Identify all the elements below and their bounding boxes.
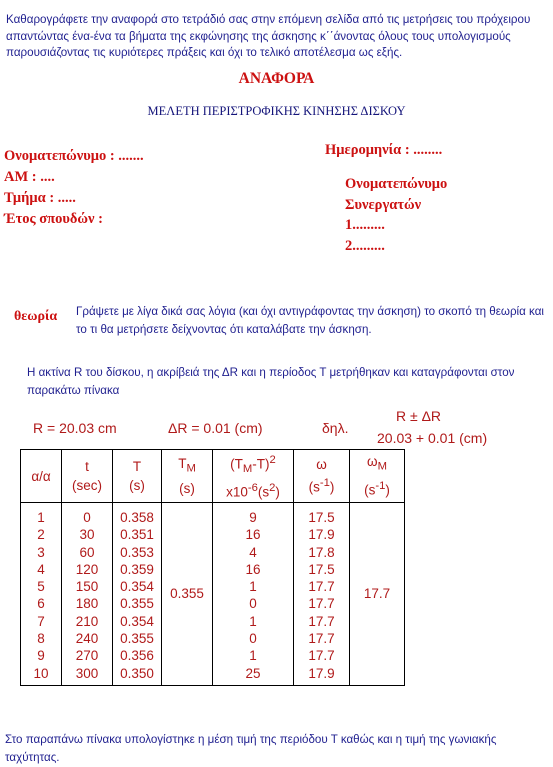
cell-dev-4: 16 <box>245 561 261 577</box>
cell-aa-4: 4 <box>37 561 45 577</box>
formula-line-1: R ± ΔR <box>396 408 442 424</box>
cell-w-9: 17.7 <box>308 648 335 664</box>
col-omega <box>294 503 350 686</box>
cell-aa-7: 7 <box>37 613 45 629</box>
col-period <box>113 503 162 686</box>
cell-w-3: 17.8 <box>308 544 335 560</box>
table-header-row <box>21 450 405 503</box>
cell-dev-2: 16 <box>245 527 261 543</box>
cell-t-7: 210 <box>75 613 99 629</box>
cell-w-5: 17.7 <box>308 579 335 595</box>
field-date: Ημερομηνία : ........ <box>325 142 443 158</box>
cell-aa-8: 8 <box>37 631 45 647</box>
cell-t-5: 150 <box>75 579 99 595</box>
cell-T-9: 0.356 <box>120 648 154 664</box>
cell-aa-10: 10 <box>33 665 49 681</box>
header-mean-period: $T_M$ (s) <box>162 450 213 503</box>
cell-aa-5: 5 <box>37 579 45 595</box>
cell-t-10: 300 <box>75 665 99 681</box>
mean-omega-cell: 17.7 <box>350 503 405 686</box>
header-omega: ω $(s^{-1})$ <box>294 450 350 503</box>
cell-T-1: 0.358 <box>120 510 154 525</box>
intro-text: Καθαρογράφετε την αναφορά στο τετράδιό σας στην επόμενη σελίδα από τις μετρήσεις του πρόχειρου απαντώντας ένα-ένα τα βήματα της εκφώνησης της άσκησης κ΄΄άνοντας όλους τους υπολογισμούς παρουσιάζοντας τις κυριότερες πράξεις και όχι το τελικό αποτέλεσμα ως εξής. <box>6 13 531 59</box>
cell-w-8: 17.7 <box>308 631 335 647</box>
cell-t-4: 120 <box>75 561 99 577</box>
field-year: Έτος σπουδών : <box>4 211 103 227</box>
cell-dev-1: 9 <box>249 510 257 525</box>
cell-T-6: 0.355 <box>120 596 154 612</box>
measurements-table <box>20 449 405 686</box>
cell-dev-6: 0 <box>249 596 257 612</box>
cell-T-7: 0.354 <box>120 613 154 629</box>
collab-2: 2......... <box>345 237 385 254</box>
collab-title-1: Ονοματεπώνυμο <box>345 176 448 192</box>
cell-T-2: 0.351 <box>120 527 154 543</box>
cell-t-6: 180 <box>75 596 99 612</box>
header-aa: α/α <box>21 450 62 503</box>
cell-t-2: 30 <box>79 527 95 543</box>
cell-T-10: 0.350 <box>120 665 154 681</box>
radius-error: ΔR = 0.01 (cm) <box>168 420 263 436</box>
cell-w-7: 17.7 <box>308 613 335 629</box>
cell-aa-3: 3 <box>37 544 45 560</box>
report-subtitle: ΜΕΛΕΤΗ ΠΕΡΙΣΤΡΟΦΙΚΗΣ ΚΙΝΗΣΗΣ ΔΙΣΚΟΥ <box>147 104 406 118</box>
cell-w-10: 17.9 <box>308 665 335 681</box>
mean-period-cell: 0.355 <box>162 503 213 686</box>
header-deviation: $(T_M-T)^2$ $x10^{-6}(s^2)$ <box>213 450 294 503</box>
cell-t-3: 60 <box>79 544 95 560</box>
footer-text: Στο παραπάνω πίνακα υπολογίστηκε η μέση τιμή της περιόδου Τ καθώς και η τιμή της γωνιακής ταχύτητας. <box>5 733 497 764</box>
cell-t-1: 0 <box>83 510 91 525</box>
cell-T-5: 0.354 <box>120 579 154 595</box>
cell-t-8: 240 <box>75 631 99 647</box>
formula-line-2: 20.03 + 0.01 (cm) <box>377 430 488 446</box>
cell-aa-2: 2 <box>37 527 45 543</box>
col-aa <box>21 503 62 686</box>
header-period: T (s) <box>113 450 162 503</box>
report-title: ΑΝΑΦΟΡΑ <box>238 70 315 87</box>
col-t <box>62 503 113 686</box>
cell-aa-9: 9 <box>37 648 45 664</box>
cell-T-8: 0.355 <box>120 631 154 647</box>
cell-w-4: 17.5 <box>308 561 335 577</box>
cell-aa-6: 6 <box>37 596 45 612</box>
collab-title-2: Συνεργατών <box>345 196 422 213</box>
table-intro-text: Η ακτίνα R του δίσκου, η ακρίβειά της ΔR και η περίοδος Τ μετρήθηκαν και καταγράφονται στον παρακάτω πίνακα <box>27 366 515 397</box>
radius-value: R = 20.03 cm <box>33 420 117 436</box>
cell-dev-10: 25 <box>245 665 261 681</box>
cell-dev-5: 1 <box>249 579 257 595</box>
collaborators-block <box>345 174 447 256</box>
collab-1: 1......... <box>345 217 385 233</box>
theory-text: Γράψετε με λίγα δικά σας λόγια (και όχι αντιγράφοντας την άσκηση) το σκοπό τη θεωρία και το τι θα μετρήσετε δείχνοντας ότι καταλάβατε την άσκηση. <box>76 305 544 336</box>
cell-dev-7: 1 <box>249 613 257 629</box>
cell-w-2: 17.9 <box>308 527 335 543</box>
cell-w-1: 17.5 <box>308 510 335 525</box>
cell-aa-1: 1 <box>37 510 45 525</box>
header-mean-omega: $\omega_M$ $(s^{-1})$ <box>350 450 405 503</box>
cell-dev-9: 1 <box>249 648 257 664</box>
cell-t-9: 270 <box>75 648 99 664</box>
header-t: t (sec) <box>62 450 113 503</box>
col-deviation <box>213 503 294 686</box>
field-dept: Τμήμα : ..... <box>4 190 76 206</box>
dil-label: δηλ. <box>322 420 349 436</box>
theory-label: θεωρία <box>14 309 58 324</box>
cell-T-4: 0.359 <box>120 561 154 577</box>
cell-T-3: 0.353 <box>120 544 154 560</box>
field-name: Ονοματεπώνυμο : ....... <box>4 148 144 164</box>
cell-dev-8: 0 <box>249 631 257 647</box>
field-am: ΑΜ : .... <box>4 169 55 185</box>
cell-dev-3: 4 <box>249 544 257 560</box>
table-body-row <box>21 503 405 686</box>
cell-w-6: 17.7 <box>308 596 335 612</box>
